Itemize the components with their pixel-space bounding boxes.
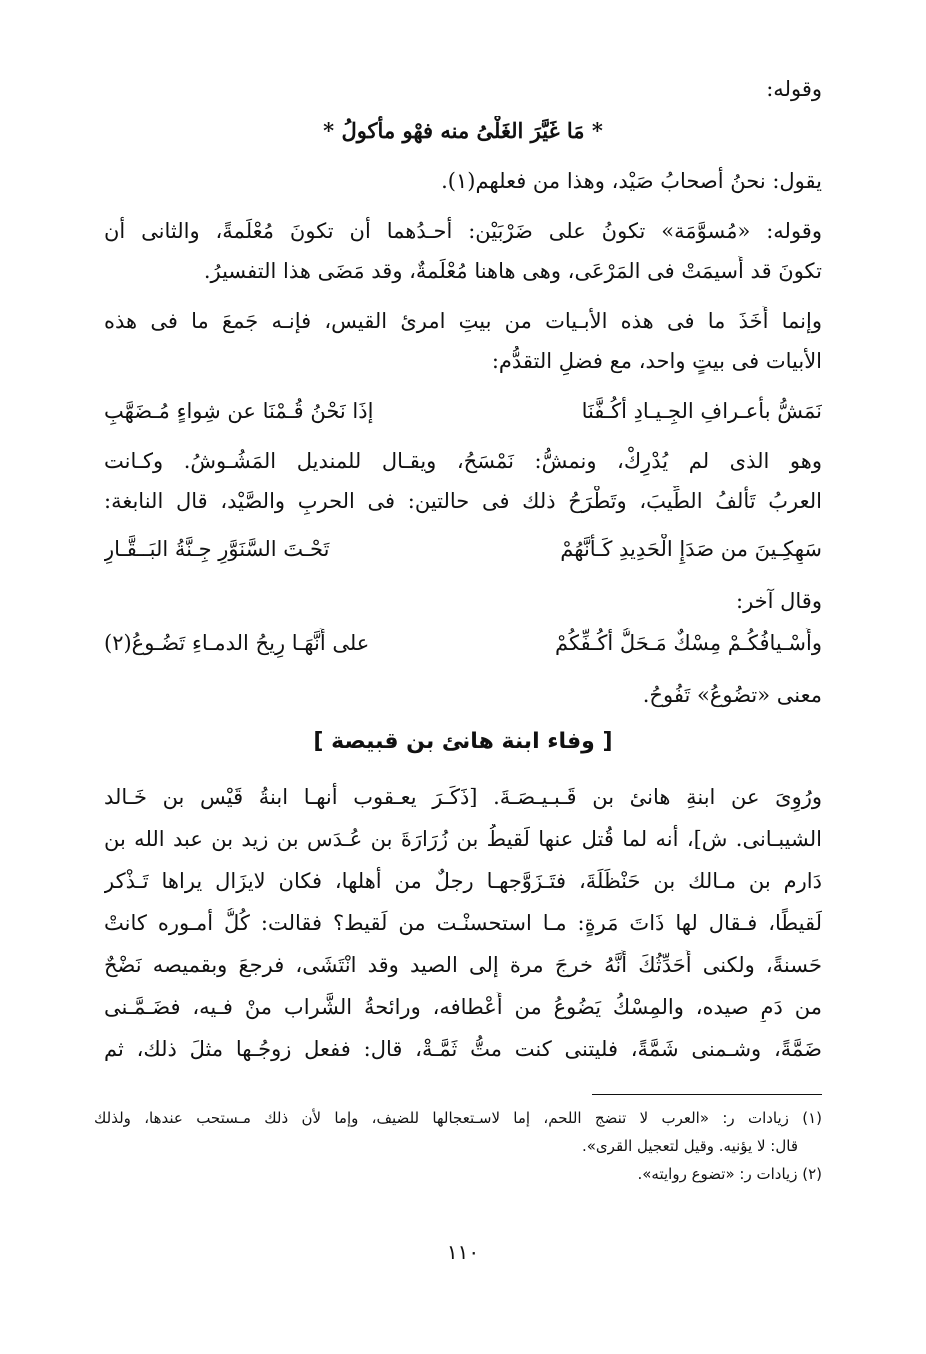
verse-second-half: تَحْـتَ السَّنَوَّرِ جِـنَّةُ البَــقَّـارِ <box>104 537 330 561</box>
text-line: دَارم بن مـالك بن حَنْظَلَةَ، فتَـزَوَّجهـا رجلٌ من أهلها، فكان لايزَال يراها تَـذْكر <box>104 869 822 893</box>
text-line: العربُ تَأْلفُ الطِّيبَ، وتَطْرَحُ ذلك فى حالتين: فى الحربِ والصَّيْد، قال النابغة: <box>104 489 822 513</box>
text-line: ضَمَّةً، وشـمنى شَمَّةً، فليتنى كنت متُّ ثَمَّـةْ، قال: ففعل زوجُـها مثلَ ذلك، ثم <box>104 1037 822 1061</box>
footnote-continuation: قال: لا يؤنيه. وقيل لتعجيل القرى». <box>581 1137 798 1155</box>
text-line: وقال آخر: <box>736 589 822 613</box>
verse-second-half: إذَا نَحْنُ قُـمْنَا عن شِواءٍ مُـضَهَّبِ <box>104 399 374 423</box>
page-number: ١١٠ <box>446 1240 480 1264</box>
text-line: من دَمِ صيده، والمِسْكُ يَضُوعُ من أَعْطافه، ورائحةُ الشَّراب منْ فـيه، فضَـمَّـنى <box>104 995 822 1019</box>
text-line: وإنما أَخَذَ ما فى هذه الأبـيات من بيتِ امرئ القيس، فإنـه جَمعَ ما فى هذه <box>104 309 822 333</box>
text-line: وهو الذى لم يُدْرِكْ، ونمشُّ: نَمْسَحُ، ويقـال للمنديل المَشُـوشُ. وكـانت <box>104 449 822 473</box>
verse-first-half: سَهِكِـينَ من صَدَإِ الْحَدِيدِ كَـأَنَّهُمْ <box>560 537 822 561</box>
footnote: (٢) زيادات ر: «تضوع روايته». <box>637 1165 822 1183</box>
text-line: يقول: نحنُ أصحابُ صَيْد، وهذا من فعلهم(١). <box>441 169 822 193</box>
text-line: معنى «تضُوعُ» تَفُوحُ. <box>642 683 822 707</box>
verse-hemistich: * مَا غَيَّرَ الغَلْىُ منه فهْو مأكولُ * <box>323 118 603 143</box>
verse-first-half: نَمَشُّ بأعـرافِ الجِـيـادِ أكُـفَّنَا <box>581 399 822 423</box>
text-line: الأبيات فى بيتٍ واحد، مع فضلِ التقدُّم: <box>491 349 822 373</box>
text-line: الشيبـانى. ش]، أنه لما قُتل عنها لَقيطُ بن زُرَارَةَ بن عُـدَس بن زيد بن عبد الله بن <box>104 827 822 851</box>
verse-second-half: على أَنَّهَـا رِيحُ الدمـاءِ تَضُـوعُ(٢) <box>104 631 370 655</box>
footnote: (١) زيادات ر: «العرب لا تنضج اللحم، إما لاسـتعجالها للضيف، وإما لأن ذلك مـستحب عندها، ولذلك <box>94 1109 822 1127</box>
text-line: لَقيطًا، فـقال لها ذَاتَ مَرةٍ: مـا استحسنْـت من لَقيط؟ فقالت: كُلُّ أمـوره كانتْ <box>104 911 822 935</box>
text-line: وقوله: «مُسوَّمَة» تكونُ على ضَرْبَيْن: أحـدُهما أن تكونَ مُعْلَمةً، والثانى أن <box>104 219 822 243</box>
footnote-divider <box>592 1094 822 1095</box>
text-line: حَسنةً، ولكنى أُحَدِّثُكَ أَنَّهُ خرجَ مرة إلى الصيد وقد انْتَشَى، فرجعَ وبقميصه نَضْحٌ <box>104 953 822 977</box>
text-line: ورُوِىَ عن ابنةِ هانئ بن قَـبـيـصَـةَ. [ذَكَـرَ يعـقوب أنهـا ابنةُ قَيْس بن خَـالد <box>104 785 822 809</box>
text-line: وقوله: <box>766 77 822 101</box>
text-line: تكونَ قد أُسيمَتْ فى المَرْعَى، وهى هاهنا مُعْلَمةٌ، وقد مَضَى هذا التفسيرُ. <box>203 259 822 283</box>
verse-first-half: وأَسْـيافُكُـمْ مِسْكٌ مَـحَلُّ أكُـفِّكُمْ <box>555 631 822 655</box>
section-heading: [ وفاء ابنة هانئ بن قبيصة ] <box>313 729 613 754</box>
